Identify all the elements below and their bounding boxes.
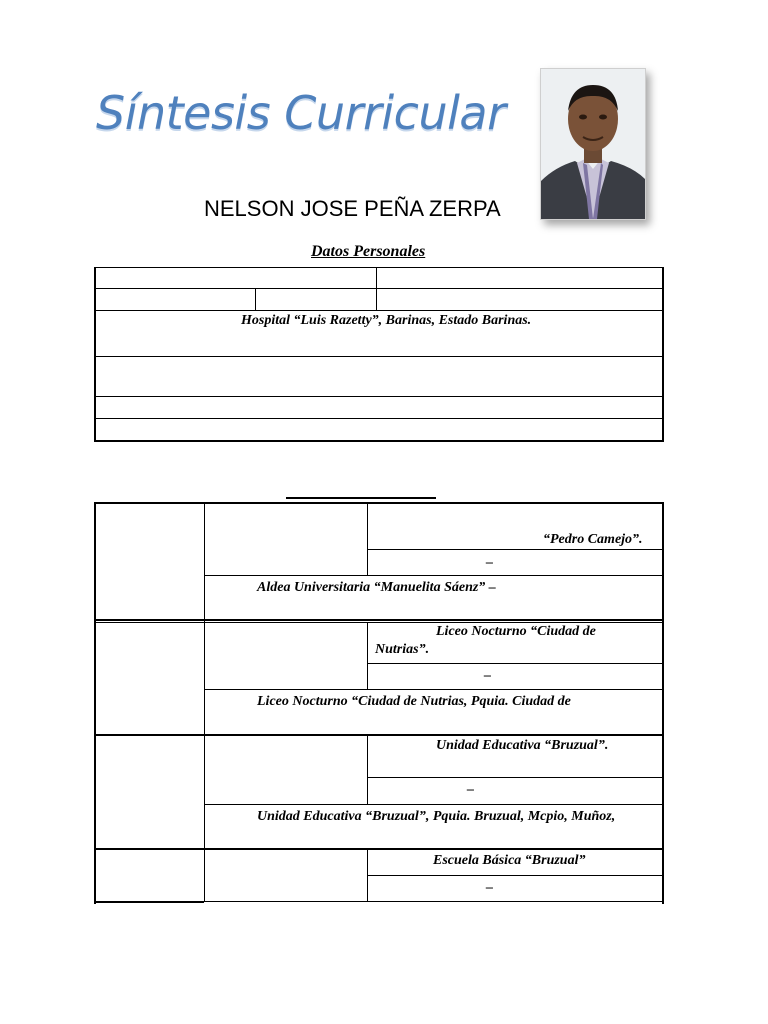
person-photo-icon (541, 69, 645, 219)
profile-photo (540, 68, 646, 220)
edu2-location: Liceo Nocturno “Ciudad de Nutrias, Pquia. Ciudad de (257, 694, 571, 709)
datos-personales-heading: Datos Personales (311, 243, 426, 260)
edu2-dash: – (484, 668, 491, 683)
edu3-institution: Unidad Educativa “Bruzual”. (436, 738, 609, 753)
edu4-institution: Escuela Básica “Bruzual” (433, 853, 586, 868)
edu3-location: Unidad Educativa “Bruzual”, Pquia. Bruzual, Mcpio, Muñoz, (257, 809, 616, 824)
edu4-dash: – (486, 880, 493, 895)
edu3-dash: – (467, 782, 474, 797)
edu1-dash: – (486, 555, 493, 570)
document-title: Síntesis Curricular (96, 86, 506, 140)
edu1-location: Aldea Universitaria “Manuelita Sáenz” – (257, 580, 496, 595)
workplace-text: Hospital “Luis Razetty”, Barinas, Estado Barinas. (241, 313, 532, 328)
education-heading-underline (286, 497, 436, 499)
edu2-institution-line2: Nutrias”. (375, 642, 430, 657)
person-name: NELSON JOSE PEÑA ZERPA (204, 196, 501, 221)
edu2-institution-line1: Liceo Nocturno “Ciudad de (436, 624, 596, 639)
edu1-institution: “Pedro Camejo”. (543, 532, 643, 547)
